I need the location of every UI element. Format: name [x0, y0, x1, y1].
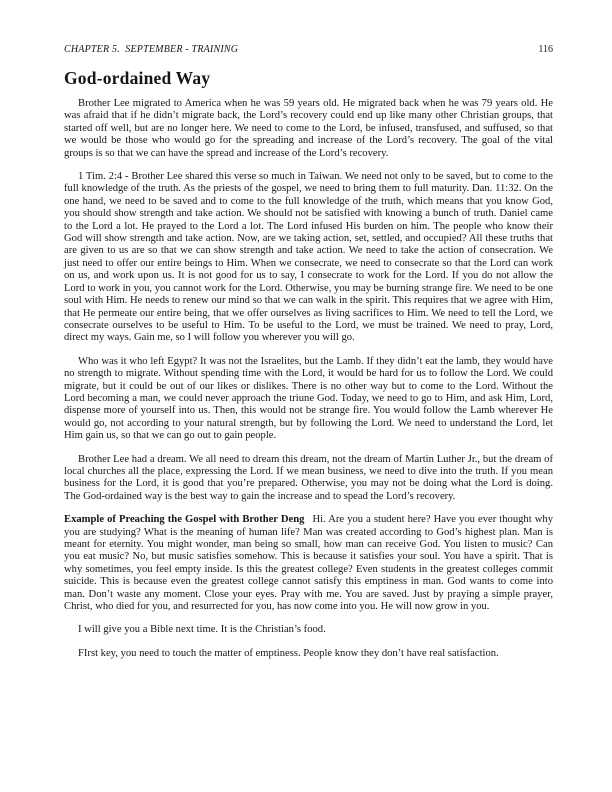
run-in-heading: Example of Preaching the Gospel with Brother Deng — [64, 514, 305, 526]
section-title: God-ordained Way — [64, 68, 211, 88]
page-content — [64, 44, 553, 671]
run-in-body: Hi. Are you a student here? Have you ever thought why you are studying? What is the meaning of human life? Man was created according to God’s highest plan. Man is meant for eternity. You might wonder, man being so small, how man can receive God. You listen to music? Can you eat music? No, but music satisfies somehow. This is because it satisfies your soul. You have a spirit. That is why sometimes, you feel empty inside. Is this the greatest college? Even students in the greatest colleges commit suicide. This is because even the greatest college cannot satisfy this emptiness in man. God wants to come into man. Don’t waste any moment. Close your eyes. Pray with me. You are saved. Just by praying a simple prayer, Christ, who died for you, and resurrected for you, has now come into you. He will now grow in you. — [64, 514, 553, 613]
paragraph-bible-next-time: I will give you a Bible next time. It is the Christian’s food. — [78, 624, 326, 636]
paragraph-who-left-egypt: Who was it who left Egypt? It was not the Israelites, but the Lamb. If they didn’t eat the lamb, they would have no strength to migrate. Without spending time with the Lord, it would be hard for us to follow the Lord. We could migrate, but it could be out of our likes or dislikes. There is no other way but to come to the Lord. Without the Lord becoming a man, we could never approach the triune God. Today, we need to go to Him, and ask Him, Lord, dispense more of yourself into us. Then, this would not be strange fire. You would follow the Lamb wherever He would go, not according to your natural strength, but by following the Lord. We need to understand the Lord, let Him gain us, so that we can go out to gain people. — [64, 355, 553, 442]
paragraph-example-preaching — [64, 514, 553, 613]
paragraph-brother-lee-dream: Brother Lee had a dream. We all need to dream this dream, not the dream of Martin Luther Jr., but the dream of local churches all the place, expressing the Lord. If we mean business, we need to dive into the truth. If you mean business for the Lord, it is good that you’re prepared. Otherwise, you may not be doing what the Lord is doing. The God-ordained way is the best way to gain the increase and to spead the Lord’s recovery. — [64, 453, 553, 502]
running-header — [64, 44, 553, 56]
paragraph-1-tim-2-4: 1 Tim. 2:4 - Brother Lee shared this verse so much in Taiwan. We need not only to be saved, but to come to the full knowledge of the truth. As the priests of the gospel, we need to bring them to full maturity. Dan. 11:32. On the one hand, we need to be saved and to come to the full knowledge of the truth, which means that you know God, you should show strength and take action. We should not be satisfied with knowing a bunch of truth. Daniel came to the Lord a lot. He prayed to the Lord a lot. The Lord infused His burden on him. The people who know their God will show strength and take action. Now, are we taking action, set, settled, and occupied? All these truths that are given to us are so that we can show strength and take action. We need to take the action of consecration. We just need to offer our entire beings to Him. When we consecrate, we need to consecrate so that the Lord can work on us, and work upon us. It is not good for us to say, I consecrate to work for the Lord. If you do not allow the Lord to work in you, you cannot work for the Lord. Otherwise, you may be burning strange fire. We need to be one soul with Him. He needs to renew our mind so that we can walk in the spirit. This requires that we agree with Him, that He permeate our entire being, that we offer ourselves as living sacrifices to Him. We need to tell the Lord, we consecrate ourselves to be useful to Him. To be useful to the Lord, we must be trained. We need to pray, Lord, direct my ways. Gain me, so I will follow you wherever you will go. — [64, 171, 553, 344]
running-header-chapter: CHAPTER 5. SEPTEMBER - TRAINING — [64, 44, 239, 55]
paragraph-first-key: FIrst key, you need to touch the matter of emptiness. People know they don’t have real satisfaction. — [78, 647, 499, 659]
page-number: 116 — [538, 44, 553, 55]
paragraph-brother-lee-migrated: Brother Lee migrated to America when he was 59 years old. He migrated back when he was 79 years old. He was afraid that if he didn’t migrate back, the Lord’s recovery could end up like many other Christian groups, that started off well, but are no longer here. We need to come to the Lord, be infused, transfused, and suffused, so that we would be those who would go for the spreading and increase of the Lord’s recovery. The goal of the vital groups is so that we can have the spread and increase of the Lord’s recovery. — [64, 98, 553, 159]
